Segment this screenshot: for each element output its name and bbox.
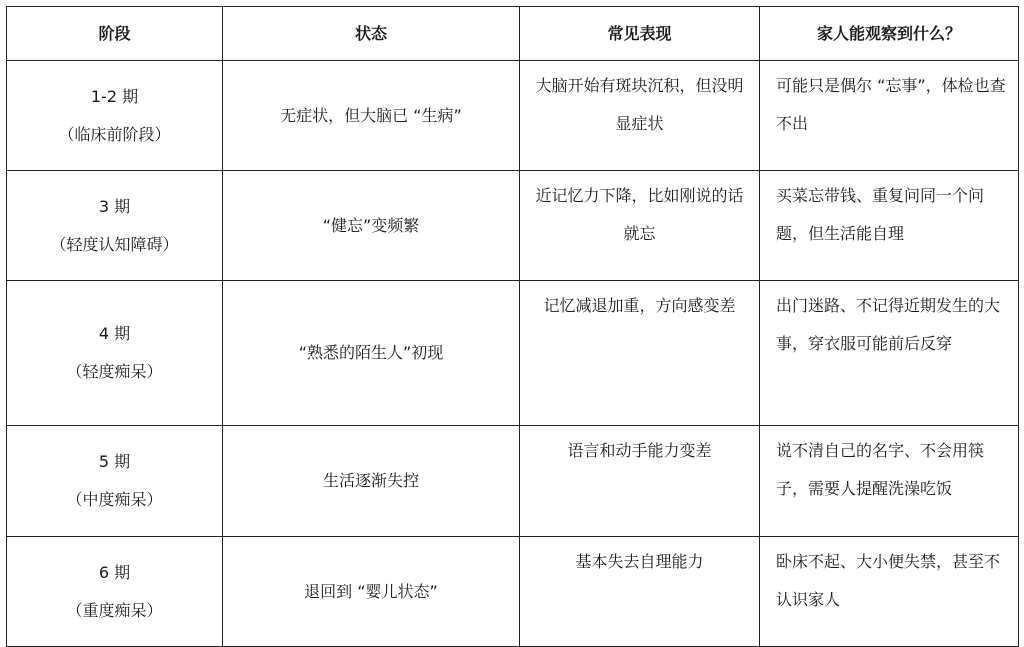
symptom-text: 近记忆力下降，比如刚说的话就忘 xyxy=(535,186,744,243)
status-cell: 无症状，但大脑已 “生病” xyxy=(223,61,520,171)
stage-number: 4 期 xyxy=(98,324,131,343)
header-observe: 家人能观察到什么？ xyxy=(760,7,1019,61)
stage-cell xyxy=(7,426,223,537)
stage-cell xyxy=(7,61,223,171)
symptom-cell xyxy=(520,171,760,281)
table-header xyxy=(7,7,1019,61)
stage-cell xyxy=(7,171,223,281)
symptom-cell xyxy=(520,426,760,537)
status-cell: “健忘”变频繁 xyxy=(223,171,520,281)
header-status: 状态 xyxy=(223,7,520,61)
stage-subtitle: （轻度痴呆） xyxy=(66,362,163,381)
stage-cell xyxy=(7,537,223,647)
header-symptom: 常见表现 xyxy=(520,7,760,61)
symptom-text: 大脑开始有斑块沉积，但没明显症状 xyxy=(535,76,744,133)
stage-number: 5 期 xyxy=(98,452,131,471)
symptom-cell xyxy=(520,537,760,647)
status-cell: “熟悉的陌生人”初现 xyxy=(223,281,520,426)
table-row xyxy=(7,61,1019,171)
symptom-text: 记忆减退加重，方向感变差 xyxy=(543,296,736,315)
status-cell: 退回到 “婴儿状态” xyxy=(223,537,520,647)
stage-number: 3 期 xyxy=(98,196,131,216)
symptom-text: 基本失去自理能力 xyxy=(575,552,704,571)
symptom-cell xyxy=(520,61,760,171)
observe-text: 出门迷路、不记得近期发生的大事，穿衣服可能前后反穿 xyxy=(776,296,1001,353)
observe-cell xyxy=(760,171,1019,281)
stage-cell xyxy=(7,281,223,426)
table-row xyxy=(7,537,1019,647)
table-body xyxy=(7,61,1019,647)
dementia-stage-table xyxy=(6,6,1019,647)
table-row xyxy=(7,171,1019,281)
header-stage: 阶段 xyxy=(7,7,223,61)
stage-number: 6 期 xyxy=(98,562,131,582)
observe-text: 买菜忘带钱、重复问同一个问题，但生活能自理 xyxy=(776,186,985,243)
header-row xyxy=(7,7,1019,61)
observe-cell xyxy=(760,281,1019,426)
observe-cell xyxy=(760,426,1019,537)
stage-subtitle: （中度痴呆） xyxy=(66,490,163,509)
symptom-text: 语言和动手能力变差 xyxy=(567,441,712,460)
observe-text: 说不清自己的名字、不会用筷子，需要人提醒洗澡吃饭 xyxy=(776,441,985,498)
table-row xyxy=(7,426,1019,537)
observe-cell xyxy=(760,537,1019,647)
status-cell: 生活逐渐失控 xyxy=(223,426,520,537)
stage-subtitle: （重度痴呆） xyxy=(66,600,163,620)
symptom-cell xyxy=(520,281,760,426)
stage-subtitle: （临床前阶段） xyxy=(58,124,171,144)
table-row xyxy=(7,281,1019,426)
observe-text: 可能只是偶尔 “忘事”，体检也查不出 xyxy=(776,76,1006,133)
observe-text: 卧床不起、大小便失禁，甚至不认识家人 xyxy=(776,552,1001,609)
observe-cell xyxy=(760,61,1019,171)
stage-subtitle: （轻度认知障碍） xyxy=(50,234,179,254)
stage-number: 1-2 期 xyxy=(90,86,139,106)
